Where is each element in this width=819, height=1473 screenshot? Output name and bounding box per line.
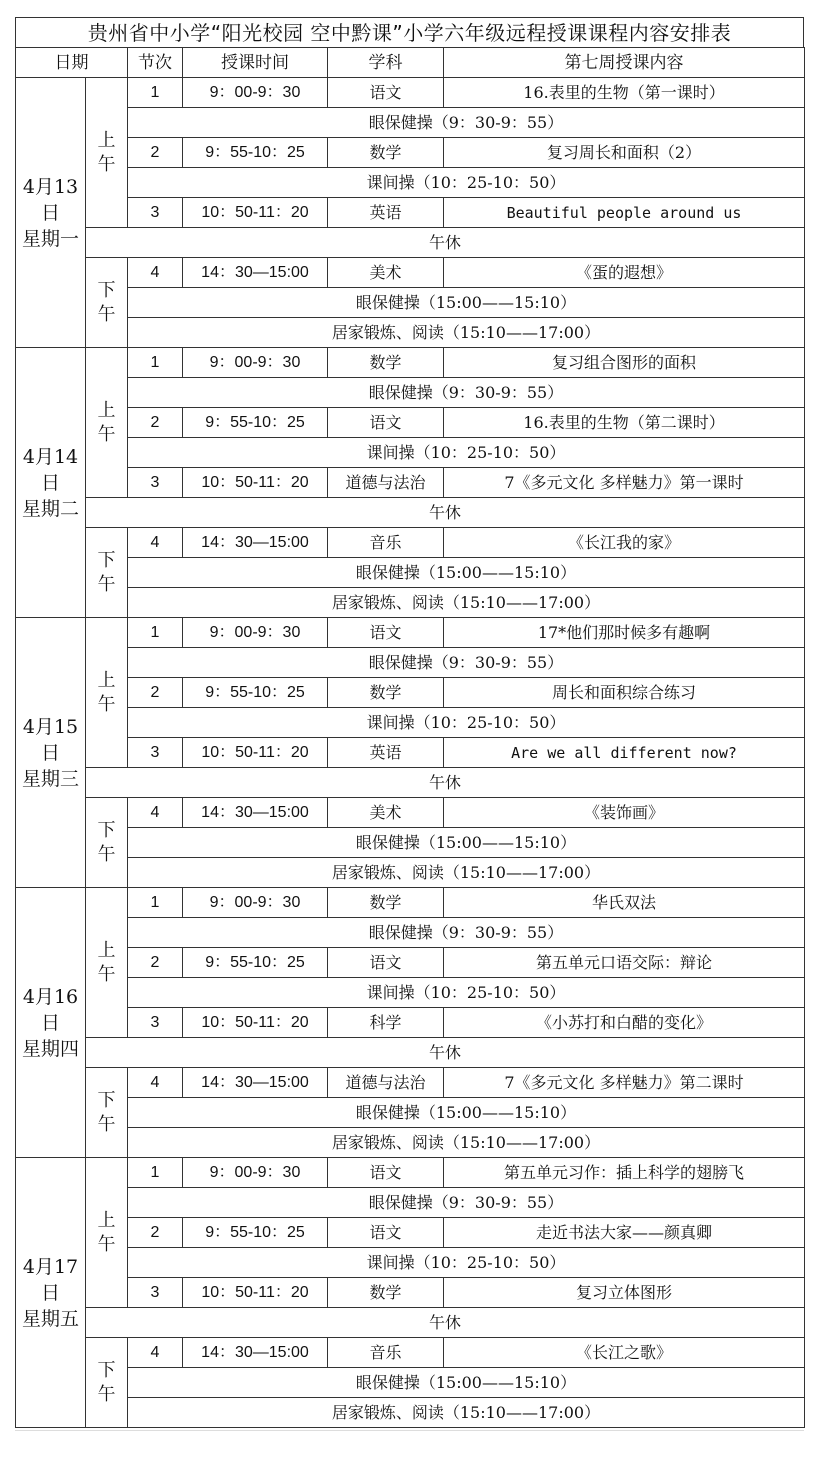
activity-row bbox=[16, 438, 805, 468]
lesson-time: 9：00-9：30 bbox=[183, 348, 328, 378]
lesson-subject: 数学 bbox=[328, 678, 444, 708]
lesson-content: 复习周长和面积（2） bbox=[444, 138, 805, 168]
lesson-content: Are we all different now? bbox=[444, 738, 805, 768]
day-date-line: 星期五 bbox=[21, 1307, 79, 1330]
activity-row bbox=[16, 828, 805, 858]
morning-label-char: 午 bbox=[97, 963, 116, 985]
table-row bbox=[16, 618, 805, 648]
period-number: 4 bbox=[128, 1338, 183, 1368]
eye-exercise-pm: 眼保健操（15:00——15:10） bbox=[128, 288, 805, 318]
activity-row bbox=[16, 318, 805, 348]
break-exercise-am: 课间操（10：25-10：50） bbox=[128, 438, 805, 468]
activity-row bbox=[16, 288, 805, 318]
table-row bbox=[16, 198, 805, 228]
lesson-time: 14：30—15:00 bbox=[183, 258, 328, 288]
period-number: 4 bbox=[128, 528, 183, 558]
morning-label-char: 上 bbox=[97, 669, 116, 691]
activity-row bbox=[16, 378, 805, 408]
page-title: 贵州省中小学“阳光校园 空中黔课”小学六年级远程授课课程内容安排表 bbox=[15, 17, 804, 47]
activity-row bbox=[16, 1128, 805, 1158]
activity-row bbox=[16, 918, 805, 948]
lesson-time: 9：55-10：25 bbox=[183, 408, 328, 438]
lesson-subject: 语文 bbox=[328, 78, 444, 108]
table-row bbox=[16, 468, 805, 498]
eye-exercise-pm: 眼保健操（15:00——15:10） bbox=[128, 1368, 805, 1398]
day-date-line: 星期四 bbox=[21, 1037, 79, 1060]
break-exercise-am: 课间操（10：25-10：50） bbox=[128, 708, 805, 738]
noon-break: 午休 bbox=[86, 1308, 805, 1338]
period-number: 3 bbox=[128, 1278, 183, 1308]
lesson-subject: 道德与法治 bbox=[328, 468, 444, 498]
period-number: 3 bbox=[128, 198, 183, 228]
lesson-subject: 科学 bbox=[328, 1008, 444, 1038]
day-date-line: 4月15 bbox=[22, 715, 79, 738]
schedule-table bbox=[15, 47, 805, 1428]
period-number: 1 bbox=[128, 1158, 183, 1188]
lesson-content: 复习立体图形 bbox=[444, 1278, 805, 1308]
lesson-subject: 语文 bbox=[328, 618, 444, 648]
lesson-subject: 语文 bbox=[328, 408, 444, 438]
eye-exercise-pm: 眼保健操（15:00——15:10） bbox=[128, 1098, 805, 1128]
morning-label bbox=[86, 348, 128, 498]
lesson-subject: 英语 bbox=[328, 198, 444, 228]
activity-row bbox=[16, 648, 805, 678]
day-date-line: 日 bbox=[40, 1281, 60, 1304]
eye-exercise-pm: 眼保健操（15:00——15:10） bbox=[128, 558, 805, 588]
day-date-line: 星期一 bbox=[21, 227, 79, 250]
activity-row bbox=[16, 1248, 805, 1278]
activity-row bbox=[16, 1368, 805, 1398]
lesson-content: 17*他们那时候多有趣啊 bbox=[444, 618, 805, 648]
table-row bbox=[16, 1338, 805, 1368]
morning-label-char: 上 bbox=[97, 939, 116, 961]
afternoon-label-char: 下 bbox=[97, 1359, 116, 1381]
lesson-subject: 数学 bbox=[328, 138, 444, 168]
lesson-content: 《装饰画》 bbox=[444, 798, 805, 828]
table-row bbox=[16, 78, 805, 108]
lesson-content: 16.表里的生物（第一课时） bbox=[444, 78, 805, 108]
header-date: 日期 bbox=[16, 48, 128, 78]
activity-row bbox=[16, 228, 805, 258]
lesson-time: 10：50-11：20 bbox=[183, 1278, 328, 1308]
period-number: 2 bbox=[128, 408, 183, 438]
lesson-subject: 道德与法治 bbox=[328, 1068, 444, 1098]
morning-label-char: 午 bbox=[97, 1233, 116, 1255]
lesson-time: 14：30—15:00 bbox=[183, 1338, 328, 1368]
day-date-cell bbox=[16, 888, 86, 1158]
period-number: 2 bbox=[128, 138, 183, 168]
activity-row bbox=[16, 558, 805, 588]
activity-row bbox=[16, 588, 805, 618]
lesson-time: 9：00-9：30 bbox=[183, 78, 328, 108]
morning-label-char: 午 bbox=[97, 423, 116, 445]
morning-label-char: 上 bbox=[97, 1209, 116, 1231]
activity-row bbox=[16, 168, 805, 198]
schedule-sheet bbox=[15, 17, 804, 1428]
morning-label bbox=[86, 78, 128, 228]
activity-row bbox=[16, 1038, 805, 1068]
lesson-time: 9：55-10：25 bbox=[183, 138, 328, 168]
noon-break: 午休 bbox=[86, 498, 805, 528]
table-row bbox=[16, 948, 805, 978]
home-exercise-reading: 居家锻炼、阅读（15:10——17:00） bbox=[128, 858, 805, 888]
morning-label bbox=[86, 1158, 128, 1308]
day-date-cell bbox=[16, 78, 86, 348]
table-row bbox=[16, 678, 805, 708]
table-row bbox=[16, 348, 805, 378]
lesson-content: 复习组合图形的面积 bbox=[444, 348, 805, 378]
morning-label-char: 上 bbox=[97, 129, 116, 151]
lesson-subject: 美术 bbox=[328, 258, 444, 288]
lesson-time: 9：55-10：25 bbox=[183, 678, 328, 708]
lesson-time: 10：50-11：20 bbox=[183, 198, 328, 228]
afternoon-label-char: 下 bbox=[97, 549, 116, 571]
afternoon-label bbox=[86, 258, 128, 348]
activity-row bbox=[16, 978, 805, 1008]
table-row bbox=[16, 1158, 805, 1188]
eye-exercise-am: 眼保健操（9：30-9：55） bbox=[128, 648, 805, 678]
lesson-content: 7《多元文化 多样魅力》第二课时 bbox=[444, 1068, 805, 1098]
activity-row bbox=[16, 1398, 805, 1428]
lesson-content: 第五单元习作：插上科学的翅膀飞 bbox=[444, 1158, 805, 1188]
lesson-content: 7《多元文化 多样魅力》第一课时 bbox=[444, 468, 805, 498]
day-date-line: 4月13 bbox=[22, 175, 79, 198]
eye-exercise-am: 眼保健操（9：30-9：55） bbox=[128, 108, 805, 138]
lesson-time: 10：50-11：20 bbox=[183, 1008, 328, 1038]
period-number: 3 bbox=[128, 738, 183, 768]
table-row bbox=[16, 888, 805, 918]
period-number: 4 bbox=[128, 258, 183, 288]
eye-exercise-am: 眼保健操（9：30-9：55） bbox=[128, 1188, 805, 1218]
period-number: 2 bbox=[128, 948, 183, 978]
lesson-time: 10：50-11：20 bbox=[183, 738, 328, 768]
lesson-time: 9：55-10：25 bbox=[183, 1218, 328, 1248]
day-date-line: 星期二 bbox=[21, 497, 79, 520]
header-period: 节次 bbox=[128, 48, 183, 78]
day-date-line: 日 bbox=[40, 1011, 60, 1034]
lesson-subject: 语文 bbox=[328, 948, 444, 978]
day-date-line: 4月14 bbox=[22, 445, 79, 468]
afternoon-label-char: 下 bbox=[97, 819, 116, 841]
lesson-time: 9：55-10：25 bbox=[183, 948, 328, 978]
header-subject: 学科 bbox=[328, 48, 444, 78]
activity-row bbox=[16, 768, 805, 798]
lesson-time: 14：30—15:00 bbox=[183, 1068, 328, 1098]
lesson-subject: 英语 bbox=[328, 738, 444, 768]
day-date-cell bbox=[16, 1158, 86, 1428]
afternoon-label-char: 下 bbox=[97, 279, 116, 301]
lesson-subject: 美术 bbox=[328, 798, 444, 828]
table-row bbox=[16, 408, 805, 438]
home-exercise-reading: 居家锻炼、阅读（15:10——17:00） bbox=[128, 1128, 805, 1158]
noon-break: 午休 bbox=[86, 1038, 805, 1068]
period-number: 3 bbox=[128, 1008, 183, 1038]
lesson-time: 9：00-9：30 bbox=[183, 618, 328, 648]
day-date-cell bbox=[16, 618, 86, 888]
home-exercise-reading: 居家锻炼、阅读（15:10——17:00） bbox=[128, 588, 805, 618]
lesson-content: 华氏双法 bbox=[444, 888, 805, 918]
morning-label bbox=[86, 888, 128, 1038]
table-row bbox=[16, 258, 805, 288]
lesson-subject: 音乐 bbox=[328, 1338, 444, 1368]
noon-break: 午休 bbox=[86, 768, 805, 798]
period-number: 2 bbox=[128, 678, 183, 708]
lesson-subject: 数学 bbox=[328, 348, 444, 378]
afternoon-label-char: 午 bbox=[97, 573, 116, 595]
header-row bbox=[16, 48, 805, 78]
break-exercise-am: 课间操（10：25-10：50） bbox=[128, 978, 805, 1008]
activity-row bbox=[16, 1188, 805, 1218]
day-date-line: 4月16 bbox=[22, 985, 79, 1008]
eye-exercise-am: 眼保健操（9：30-9：55） bbox=[128, 378, 805, 408]
table-row bbox=[16, 1068, 805, 1098]
afternoon-label-char: 午 bbox=[97, 1113, 116, 1135]
day-date-line: 日 bbox=[40, 471, 60, 494]
afternoon-label-char: 下 bbox=[97, 1089, 116, 1111]
afternoon-label bbox=[86, 1338, 128, 1428]
table-row bbox=[16, 738, 805, 768]
afternoon-label bbox=[86, 528, 128, 618]
table-row bbox=[16, 1008, 805, 1038]
lesson-content: 《蛋的遐想》 bbox=[444, 258, 805, 288]
lesson-content: 16.表里的生物（第二课时） bbox=[444, 408, 805, 438]
home-exercise-reading: 居家锻炼、阅读（15:10——17:00） bbox=[128, 318, 805, 348]
activity-row bbox=[16, 108, 805, 138]
afternoon-label-char: 午 bbox=[97, 1383, 116, 1405]
header-time: 授课时间 bbox=[183, 48, 328, 78]
lesson-subject: 数学 bbox=[328, 888, 444, 918]
morning-label-char: 午 bbox=[97, 693, 116, 715]
lesson-time: 9：00-9：30 bbox=[183, 888, 328, 918]
lesson-content: 《长江之歌》 bbox=[444, 1338, 805, 1368]
day-date-line: 日 bbox=[40, 201, 60, 224]
period-number: 1 bbox=[128, 618, 183, 648]
day-date-cell bbox=[16, 348, 86, 618]
lesson-subject: 语文 bbox=[328, 1158, 444, 1188]
period-number: 4 bbox=[128, 798, 183, 828]
morning-label bbox=[86, 618, 128, 768]
afternoon-label-char: 午 bbox=[97, 303, 116, 325]
eye-exercise-am: 眼保健操（9：30-9：55） bbox=[128, 918, 805, 948]
day-date-line: 星期三 bbox=[21, 767, 79, 790]
period-number: 3 bbox=[128, 468, 183, 498]
header-content: 第七周授课内容 bbox=[444, 48, 805, 78]
activity-row bbox=[16, 708, 805, 738]
period-number: 1 bbox=[128, 348, 183, 378]
morning-label-char: 午 bbox=[97, 153, 116, 175]
day-date-line: 日 bbox=[40, 741, 60, 764]
lesson-time: 10：50-11：20 bbox=[183, 468, 328, 498]
afternoon-label bbox=[86, 798, 128, 888]
lesson-content: 周长和面积综合练习 bbox=[444, 678, 805, 708]
activity-row bbox=[16, 498, 805, 528]
lesson-time: 14：30—15:00 bbox=[183, 528, 328, 558]
lesson-content: 走近书法大家——颜真卿 bbox=[444, 1218, 805, 1248]
activity-row bbox=[16, 1098, 805, 1128]
lesson-content: 《长江我的家》 bbox=[444, 528, 805, 558]
noon-break: 午休 bbox=[86, 228, 805, 258]
lesson-time: 9：00-9：30 bbox=[183, 1158, 328, 1188]
afternoon-label-char: 午 bbox=[97, 843, 116, 865]
lesson-subject: 数学 bbox=[328, 1278, 444, 1308]
period-number: 1 bbox=[128, 888, 183, 918]
lesson-subject: 音乐 bbox=[328, 528, 444, 558]
period-number: 2 bbox=[128, 1218, 183, 1248]
table-row bbox=[16, 798, 805, 828]
morning-label-char: 上 bbox=[97, 399, 116, 421]
period-number: 4 bbox=[128, 1068, 183, 1098]
break-exercise-am: 课间操（10：25-10：50） bbox=[128, 168, 805, 198]
home-exercise-reading: 居家锻炼、阅读（15:10——17:00） bbox=[128, 1398, 805, 1428]
table-row bbox=[16, 138, 805, 168]
sheet-bottom-edge bbox=[15, 1430, 804, 1461]
lesson-content: 《小苏打和白醋的变化》 bbox=[444, 1008, 805, 1038]
period-number: 1 bbox=[128, 78, 183, 108]
eye-exercise-pm: 眼保健操（15:00——15:10） bbox=[128, 828, 805, 858]
table-row bbox=[16, 1278, 805, 1308]
lesson-content: Beautiful people around us bbox=[444, 198, 805, 228]
activity-row bbox=[16, 1308, 805, 1338]
lesson-content: 第五单元口语交际：辩论 bbox=[444, 948, 805, 978]
table-row bbox=[16, 1218, 805, 1248]
activity-row bbox=[16, 858, 805, 888]
table-row bbox=[16, 528, 805, 558]
break-exercise-am: 课间操（10：25-10：50） bbox=[128, 1248, 805, 1278]
lesson-time: 14：30—15:00 bbox=[183, 798, 328, 828]
afternoon-label bbox=[86, 1068, 128, 1158]
day-date-line: 4月17 bbox=[22, 1255, 79, 1278]
lesson-subject: 语文 bbox=[328, 1218, 444, 1248]
